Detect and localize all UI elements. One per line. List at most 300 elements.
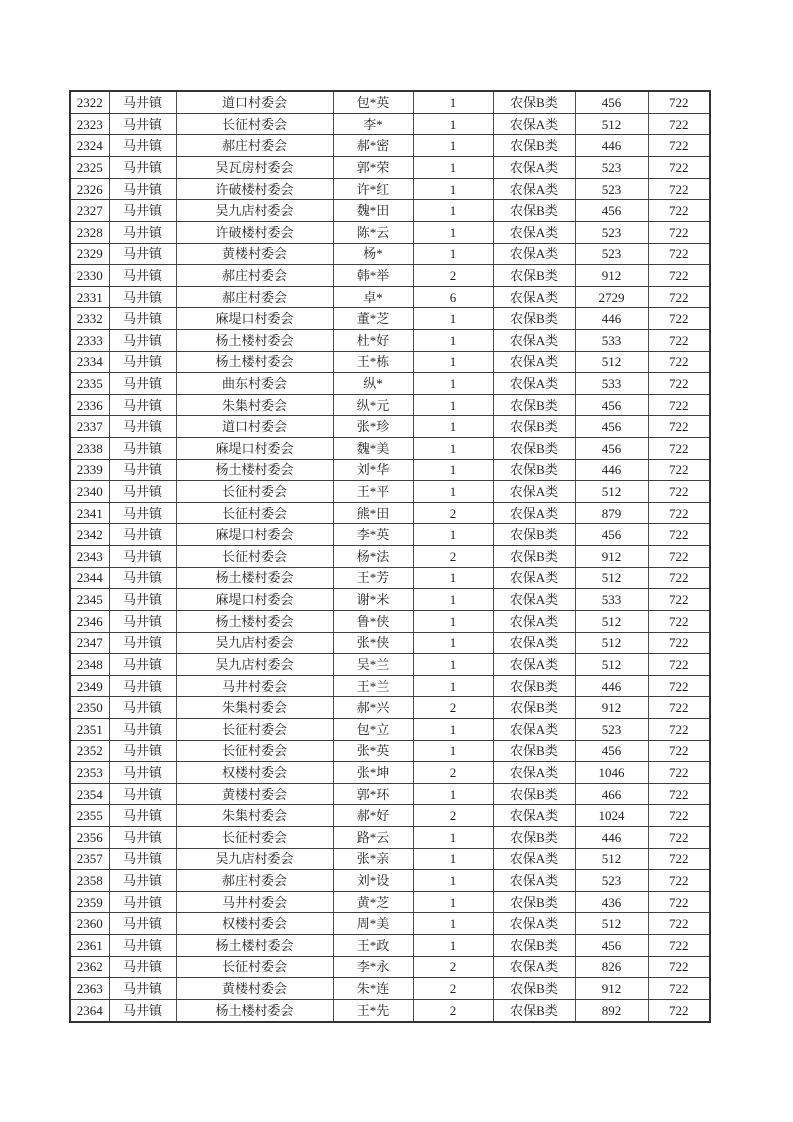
table-cell-amount: 456: [575, 740, 648, 762]
table-cell-amount: 456: [575, 91, 648, 113]
table-cell-name: 郝*兴: [333, 697, 413, 719]
table-cell-village: 郝庄村委会: [176, 265, 333, 287]
table-cell-count: 2: [413, 762, 493, 784]
table-cell-category: 农保B类: [493, 200, 575, 222]
table-cell-count: 2: [413, 805, 493, 827]
table-cell-standard: 722: [648, 870, 710, 892]
table-cell-serial: 2333: [70, 329, 109, 351]
table-cell-serial: 2323: [70, 113, 109, 135]
table-cell-category: 农保A类: [493, 762, 575, 784]
table-row: [70, 416, 710, 438]
table-cell-name: 董*芝: [333, 308, 413, 330]
table-cell-count: 1: [413, 632, 493, 654]
records-table: [69, 90, 711, 1023]
table-row: [70, 329, 710, 351]
table-cell-count: 2: [413, 546, 493, 568]
table-cell-category: 农保A类: [493, 157, 575, 179]
table-cell-category: 农保B类: [493, 438, 575, 460]
table-cell-serial: 2340: [70, 481, 109, 503]
table-row: [70, 956, 710, 978]
table-cell-village: 杨土楼村委会: [176, 610, 333, 632]
table-cell-village: 麻堤口村委会: [176, 438, 333, 460]
table-cell-serial: 2331: [70, 286, 109, 308]
table-cell-amount: 512: [575, 567, 648, 589]
table-cell-amount: 446: [575, 826, 648, 848]
table-cell-serial: 2343: [70, 546, 109, 568]
table-cell-village: 吴九店村委会: [176, 848, 333, 870]
table-cell-serial: 2342: [70, 524, 109, 546]
table-cell-count: 1: [413, 524, 493, 546]
table-cell-category: 农保B类: [493, 999, 575, 1022]
table-cell-town: 马井镇: [109, 502, 176, 524]
table-cell-serial: 2335: [70, 373, 109, 395]
table-cell-town: 马井镇: [109, 286, 176, 308]
table-cell-amount: 912: [575, 265, 648, 287]
table-cell-amount: 512: [575, 913, 648, 935]
table-cell-town: 马井镇: [109, 459, 176, 481]
table-cell-amount: 523: [575, 178, 648, 200]
table-cell-village: 郝庄村委会: [176, 870, 333, 892]
table-cell-name: 纵*元: [333, 394, 413, 416]
table-cell-amount: 446: [575, 135, 648, 157]
table-cell-town: 马井镇: [109, 999, 176, 1022]
table-row: [70, 351, 710, 373]
table-cell-name: 魏*美: [333, 438, 413, 460]
table-cell-village: 许破楼村委会: [176, 221, 333, 243]
table-cell-town: 马井镇: [109, 978, 176, 1000]
table-cell-name: 包*立: [333, 718, 413, 740]
table-cell-standard: 722: [648, 416, 710, 438]
table-row: [70, 999, 710, 1022]
table-cell-village: 长征村委会: [176, 502, 333, 524]
table-cell-name: 张*亲: [333, 848, 413, 870]
table-cell-amount: 912: [575, 697, 648, 719]
table-cell-standard: 722: [648, 610, 710, 632]
table-cell-standard: 722: [648, 157, 710, 179]
table-row: [70, 113, 710, 135]
table-cell-amount: 456: [575, 394, 648, 416]
table-cell-village: 杨土楼村委会: [176, 459, 333, 481]
table-row: [70, 610, 710, 632]
table-cell-serial: 2356: [70, 826, 109, 848]
table-cell-serial: 2346: [70, 610, 109, 632]
table-cell-town: 马井镇: [109, 546, 176, 568]
table-cell-name: 王*兰: [333, 675, 413, 697]
table-cell-standard: 722: [648, 329, 710, 351]
table-cell-name: 杨*: [333, 243, 413, 265]
table-cell-category: 农保B类: [493, 935, 575, 957]
table-cell-category: 农保A类: [493, 243, 575, 265]
table-cell-name: 吴*兰: [333, 654, 413, 676]
table-cell-count: 2: [413, 265, 493, 287]
table-cell-town: 马井镇: [109, 221, 176, 243]
table-cell-amount: 512: [575, 848, 648, 870]
table-cell-village: 长征村委会: [176, 740, 333, 762]
table-cell-count: 1: [413, 351, 493, 373]
table-cell-village: 长征村委会: [176, 481, 333, 503]
table-cell-count: 1: [413, 935, 493, 957]
table-cell-town: 马井镇: [109, 265, 176, 287]
table-cell-amount: 512: [575, 654, 648, 676]
table-cell-village: 郝庄村委会: [176, 286, 333, 308]
table-cell-standard: 722: [648, 502, 710, 524]
table-cell-name: 王*先: [333, 999, 413, 1022]
table-cell-category: 农保A类: [493, 178, 575, 200]
table-cell-count: 1: [413, 567, 493, 589]
table-row: [70, 978, 710, 1000]
table-row: [70, 394, 710, 416]
table-cell-amount: 446: [575, 308, 648, 330]
table-cell-name: 郭*环: [333, 783, 413, 805]
table-cell-serial: 2334: [70, 351, 109, 373]
table-cell-serial: 2332: [70, 308, 109, 330]
table-row: [70, 546, 710, 568]
records-table-body: [70, 91, 710, 1022]
table-cell-count: 2: [413, 697, 493, 719]
table-cell-town: 马井镇: [109, 697, 176, 719]
table-cell-name: 刘*设: [333, 870, 413, 892]
table-cell-village: 长征村委会: [176, 826, 333, 848]
table-cell-amount: 879: [575, 502, 648, 524]
table-cell-standard: 722: [648, 221, 710, 243]
table-cell-standard: 722: [648, 178, 710, 200]
table-cell-count: 1: [413, 438, 493, 460]
table-cell-name: 张*坤: [333, 762, 413, 784]
table-cell-standard: 722: [648, 589, 710, 611]
table-row: [70, 243, 710, 265]
table-cell-serial: 2339: [70, 459, 109, 481]
table-cell-serial: 2361: [70, 935, 109, 957]
table-cell-amount: 892: [575, 999, 648, 1022]
table-cell-serial: 2330: [70, 265, 109, 287]
table-cell-town: 马井镇: [109, 113, 176, 135]
table-cell-name: 王*政: [333, 935, 413, 957]
table-cell-village: 麻堤口村委会: [176, 308, 333, 330]
table-cell-name: 谢*米: [333, 589, 413, 611]
table-cell-town: 马井镇: [109, 956, 176, 978]
table-cell-standard: 722: [648, 481, 710, 503]
table-cell-category: 农保A类: [493, 221, 575, 243]
table-cell-count: 1: [413, 243, 493, 265]
table-cell-standard: 722: [648, 978, 710, 1000]
table-cell-amount: 912: [575, 546, 648, 568]
table-cell-town: 马井镇: [109, 438, 176, 460]
table-cell-amount: 512: [575, 113, 648, 135]
table-cell-standard: 722: [648, 567, 710, 589]
table-row: [70, 826, 710, 848]
table-row: [70, 740, 710, 762]
table-cell-serial: 2329: [70, 243, 109, 265]
table-cell-town: 马井镇: [109, 654, 176, 676]
table-cell-town: 马井镇: [109, 913, 176, 935]
table-cell-category: 农保B类: [493, 978, 575, 1000]
table-row: [70, 697, 710, 719]
table-cell-category: 农保A类: [493, 632, 575, 654]
table-cell-standard: 722: [648, 113, 710, 135]
table-cell-category: 农保A类: [493, 870, 575, 892]
table-cell-standard: 722: [648, 243, 710, 265]
table-cell-amount: 533: [575, 373, 648, 395]
table-cell-count: 1: [413, 308, 493, 330]
table-cell-town: 马井镇: [109, 848, 176, 870]
table-cell-serial: 2338: [70, 438, 109, 460]
table-row: [70, 502, 710, 524]
table-cell-town: 马井镇: [109, 718, 176, 740]
table-cell-count: 1: [413, 826, 493, 848]
table-cell-serial: 2344: [70, 567, 109, 589]
table-cell-serial: 2322: [70, 91, 109, 113]
table-cell-count: 1: [413, 654, 493, 676]
table-cell-serial: 2363: [70, 978, 109, 1000]
table-cell-name: 路*云: [333, 826, 413, 848]
table-cell-town: 马井镇: [109, 243, 176, 265]
table-row: [70, 805, 710, 827]
table-cell-count: 1: [413, 718, 493, 740]
table-cell-name: 包*英: [333, 91, 413, 113]
table-cell-standard: 722: [648, 935, 710, 957]
table-cell-standard: 722: [648, 459, 710, 481]
table-cell-count: 1: [413, 870, 493, 892]
table-cell-serial: 2324: [70, 135, 109, 157]
table-cell-amount: 523: [575, 221, 648, 243]
table-cell-name: 黄*芝: [333, 891, 413, 913]
table-row: [70, 675, 710, 697]
table-cell-standard: 722: [648, 956, 710, 978]
table-cell-category: 农保B类: [493, 675, 575, 697]
table-cell-standard: 722: [648, 913, 710, 935]
table-cell-town: 马井镇: [109, 632, 176, 654]
table-cell-village: 杨土楼村委会: [176, 567, 333, 589]
table-cell-count: 1: [413, 481, 493, 503]
table-cell-count: 1: [413, 373, 493, 395]
table-row: [70, 589, 710, 611]
table-cell-serial: 2353: [70, 762, 109, 784]
table-row: [70, 157, 710, 179]
table-cell-amount: 512: [575, 610, 648, 632]
table-cell-serial: 2362: [70, 956, 109, 978]
table-cell-category: 农保A类: [493, 718, 575, 740]
table-cell-count: 1: [413, 200, 493, 222]
table-cell-category: 农保A类: [493, 351, 575, 373]
table-cell-village: 权楼村委会: [176, 913, 333, 935]
table-cell-standard: 722: [648, 999, 710, 1022]
table-cell-village: 郝庄村委会: [176, 135, 333, 157]
table-cell-town: 马井镇: [109, 740, 176, 762]
table-cell-name: 张*珍: [333, 416, 413, 438]
table-cell-town: 马井镇: [109, 481, 176, 503]
table-cell-village: 朱集村委会: [176, 805, 333, 827]
table-cell-serial: 2359: [70, 891, 109, 913]
table-cell-category: 农保A类: [493, 848, 575, 870]
table-cell-village: 朱集村委会: [176, 394, 333, 416]
table-cell-standard: 722: [648, 438, 710, 460]
table-cell-amount: 523: [575, 718, 648, 740]
table-cell-name: 魏*田: [333, 200, 413, 222]
table-cell-category: 农保B类: [493, 265, 575, 287]
table-cell-amount: 456: [575, 438, 648, 460]
table-cell-village: 麻堤口村委会: [176, 524, 333, 546]
table-row: [70, 91, 710, 113]
table-cell-category: 农保B类: [493, 697, 575, 719]
table-cell-town: 马井镇: [109, 826, 176, 848]
table-cell-serial: 2352: [70, 740, 109, 762]
table-cell-category: 农保A类: [493, 286, 575, 308]
table-cell-village: 马井村委会: [176, 891, 333, 913]
table-cell-serial: 2354: [70, 783, 109, 805]
table-cell-standard: 722: [648, 286, 710, 308]
table-cell-count: 2: [413, 978, 493, 1000]
table-row: [70, 308, 710, 330]
table-cell-count: 1: [413, 589, 493, 611]
table-cell-name: 熊*田: [333, 502, 413, 524]
table-cell-village: 吴瓦房村委会: [176, 157, 333, 179]
table-cell-village: 杨土楼村委会: [176, 999, 333, 1022]
table-cell-count: 1: [413, 459, 493, 481]
table-row: [70, 481, 710, 503]
table-row: [70, 762, 710, 784]
table-cell-name: 张*英: [333, 740, 413, 762]
table-cell-amount: 533: [575, 329, 648, 351]
table-cell-name: 纵*: [333, 373, 413, 395]
table-cell-village: 杨土楼村委会: [176, 351, 333, 373]
table-cell-town: 马井镇: [109, 762, 176, 784]
table-cell-village: 吴九店村委会: [176, 632, 333, 654]
table-cell-standard: 722: [648, 805, 710, 827]
table-cell-amount: 826: [575, 956, 648, 978]
table-cell-amount: 446: [575, 675, 648, 697]
table-cell-name: 李*永: [333, 956, 413, 978]
table-cell-serial: 2350: [70, 697, 109, 719]
table-cell-count: 1: [413, 157, 493, 179]
table-cell-category: 农保B类: [493, 783, 575, 805]
table-cell-serial: 2337: [70, 416, 109, 438]
table-row: [70, 135, 710, 157]
table-cell-count: 1: [413, 221, 493, 243]
table-row: [70, 783, 710, 805]
table-cell-standard: 722: [648, 848, 710, 870]
table-cell-town: 马井镇: [109, 329, 176, 351]
table-cell-serial: 2326: [70, 178, 109, 200]
table-cell-serial: 2328: [70, 221, 109, 243]
table-cell-village: 道口村委会: [176, 91, 333, 113]
table-row: [70, 438, 710, 460]
table-cell-town: 马井镇: [109, 416, 176, 438]
table-cell-standard: 722: [648, 546, 710, 568]
table-cell-village: 吴九店村委会: [176, 654, 333, 676]
table-cell-town: 马井镇: [109, 178, 176, 200]
table-cell-name: 王*栋: [333, 351, 413, 373]
table-cell-town: 马井镇: [109, 135, 176, 157]
table-cell-village: 马井村委会: [176, 675, 333, 697]
table-cell-standard: 722: [648, 524, 710, 546]
table-cell-standard: 722: [648, 265, 710, 287]
table-cell-town: 马井镇: [109, 200, 176, 222]
table-row: [70, 935, 710, 957]
table-cell-name: 张*侠: [333, 632, 413, 654]
table-cell-serial: 2357: [70, 848, 109, 870]
table-cell-category: 农保A类: [493, 610, 575, 632]
table-cell-category: 农保A类: [493, 502, 575, 524]
table-cell-category: 农保A类: [493, 113, 575, 135]
table-cell-village: 麻堤口村委会: [176, 589, 333, 611]
table-cell-count: 2: [413, 999, 493, 1022]
table-cell-category: 农保B类: [493, 546, 575, 568]
table-row: [70, 718, 710, 740]
table-cell-village: 权楼村委会: [176, 762, 333, 784]
table-cell-amount: 523: [575, 870, 648, 892]
table-cell-amount: 466: [575, 783, 648, 805]
table-cell-name: 郭*荣: [333, 157, 413, 179]
table-cell-count: 6: [413, 286, 493, 308]
table-cell-town: 马井镇: [109, 589, 176, 611]
table-cell-name: 陈*云: [333, 221, 413, 243]
table-cell-category: 农保A类: [493, 913, 575, 935]
table-cell-village: 黄楼村委会: [176, 978, 333, 1000]
table-cell-category: 农保B类: [493, 91, 575, 113]
table-cell-village: 杨土楼村委会: [176, 329, 333, 351]
table-row: [70, 200, 710, 222]
table-cell-category: 农保B类: [493, 416, 575, 438]
table-cell-amount: 456: [575, 200, 648, 222]
table-cell-category: 农保A类: [493, 805, 575, 827]
table-cell-town: 马井镇: [109, 870, 176, 892]
table-cell-serial: 2327: [70, 200, 109, 222]
table-cell-standard: 722: [648, 394, 710, 416]
table-cell-amount: 912: [575, 978, 648, 1000]
table-cell-count: 1: [413, 135, 493, 157]
table-cell-count: 1: [413, 416, 493, 438]
table-cell-name: 刘*华: [333, 459, 413, 481]
table-cell-town: 马井镇: [109, 394, 176, 416]
table-cell-amount: 533: [575, 589, 648, 611]
table-cell-town: 马井镇: [109, 567, 176, 589]
table-cell-amount: 456: [575, 416, 648, 438]
table-cell-category: 农保B类: [493, 740, 575, 762]
table-cell-name: 卓*: [333, 286, 413, 308]
table-cell-amount: 456: [575, 935, 648, 957]
table-row: [70, 459, 710, 481]
table-cell-standard: 722: [648, 308, 710, 330]
table-cell-town: 马井镇: [109, 91, 176, 113]
table-cell-standard: 722: [648, 200, 710, 222]
table-cell-count: 2: [413, 502, 493, 524]
table-cell-amount: 523: [575, 157, 648, 179]
table-row: [70, 524, 710, 546]
table-cell-count: 1: [413, 891, 493, 913]
table-cell-village: 长征村委会: [176, 718, 333, 740]
table-cell-name: 王*芳: [333, 567, 413, 589]
table-cell-category: 农保B类: [493, 394, 575, 416]
table-cell-count: 1: [413, 394, 493, 416]
table-cell-amount: 523: [575, 243, 648, 265]
table-cell-category: 农保A类: [493, 481, 575, 503]
table-cell-standard: 722: [648, 697, 710, 719]
table-row: [70, 221, 710, 243]
table-cell-town: 马井镇: [109, 805, 176, 827]
table-cell-serial: 2341: [70, 502, 109, 524]
table-cell-amount: 512: [575, 351, 648, 373]
table-cell-category: 农保A类: [493, 329, 575, 351]
table-cell-category: 农保B类: [493, 826, 575, 848]
table-cell-amount: 1046: [575, 762, 648, 784]
table-cell-serial: 2336: [70, 394, 109, 416]
table-cell-standard: 722: [648, 632, 710, 654]
table-cell-town: 马井镇: [109, 351, 176, 373]
table-cell-town: 马井镇: [109, 373, 176, 395]
table-cell-count: 1: [413, 848, 493, 870]
table-cell-category: 农保B类: [493, 891, 575, 913]
table-cell-standard: 722: [648, 135, 710, 157]
